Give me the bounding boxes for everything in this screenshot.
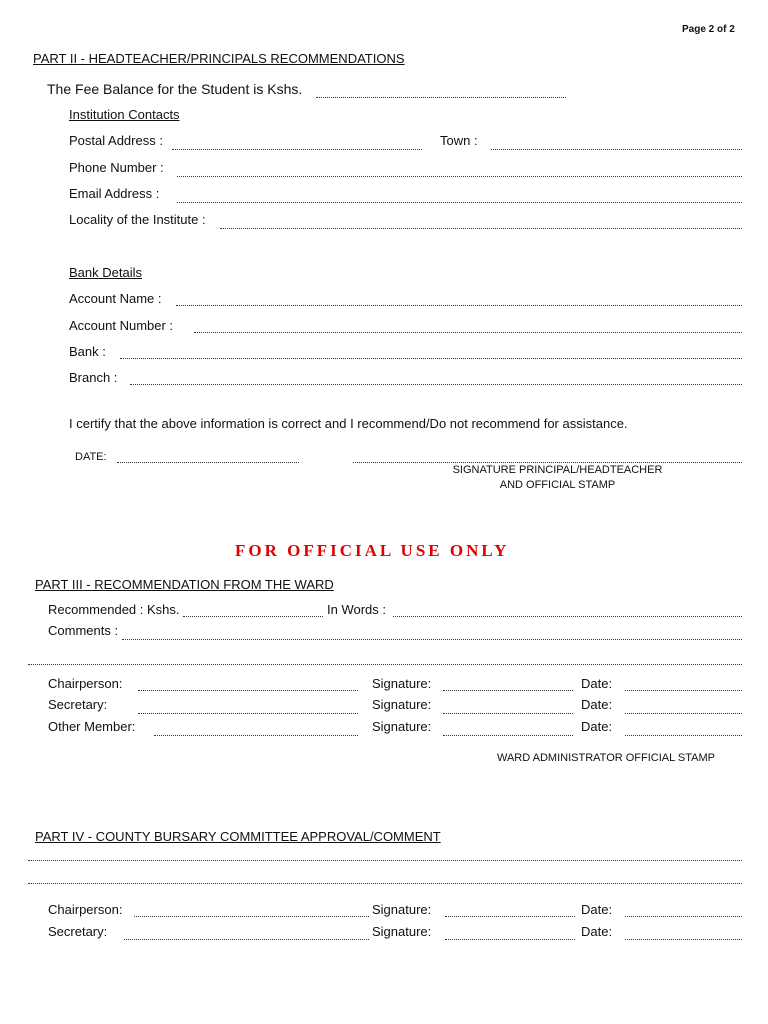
signature-caption-line2: AND OFFICIAL STAMP	[499, 479, 616, 491]
account-number-field[interactable]	[194, 332, 742, 333]
ward-other-member-field[interactable]	[154, 735, 358, 736]
county-chairperson-date-label: Date:	[581, 902, 613, 917]
part3-title: PART III - RECOMMENDATION FROM THE WARD	[35, 577, 334, 592]
county-secretary-signature-label: Signature:	[372, 924, 432, 939]
postal-address-field[interactable]	[172, 149, 422, 150]
phone-field[interactable]	[177, 176, 742, 177]
county-secretary-date-label: Date:	[581, 924, 613, 939]
ward-secretary-label: Secretary:	[48, 697, 108, 712]
part2-date-label: DATE:	[75, 451, 107, 463]
locality-field[interactable]	[220, 228, 742, 229]
ward-other-member-date-field[interactable]	[625, 735, 742, 736]
ward-secretary-signature-field[interactable]	[443, 713, 573, 714]
town-label: Town :	[440, 133, 478, 148]
ward-other-member-label: Other Member:	[48, 719, 136, 734]
phone-label: Phone Number :	[69, 160, 164, 175]
county-comment-line2[interactable]	[28, 883, 742, 884]
ward-stamp-label: WARD ADMINISTRATOR OFFICIAL STAMP	[497, 752, 715, 764]
county-secretary-field[interactable]	[124, 939, 369, 940]
ward-secretary-date-label: Date:	[581, 697, 613, 712]
county-chairperson-signature-field[interactable]	[445, 916, 575, 917]
ward-chairperson-date-label: Date:	[581, 676, 613, 691]
ward-chairperson-date-field[interactable]	[625, 690, 742, 691]
account-name-label: Account Name :	[69, 291, 162, 306]
county-secretary-label: Secretary:	[48, 924, 108, 939]
county-secretary-date-field[interactable]	[625, 939, 742, 940]
fee-balance-field[interactable]	[316, 97, 566, 98]
account-number-label: Account Number :	[69, 318, 174, 333]
branch-label: Branch :	[69, 370, 118, 385]
ward-secretary-signature-label: Signature:	[372, 697, 432, 712]
fee-balance-label: The Fee Balance for the Student is Kshs.	[47, 81, 303, 97]
county-comment-line1[interactable]	[28, 860, 742, 861]
ward-secretary-date-field[interactable]	[625, 713, 742, 714]
branch-field[interactable]	[130, 384, 742, 385]
part2-date-field[interactable]	[117, 462, 299, 463]
comments-label: Comments :	[48, 623, 119, 638]
certification-text: I certify that the above information is correct and I recommend/Do not recommend for assistance.	[69, 416, 628, 431]
bank-label: Bank :	[69, 344, 106, 359]
email-field[interactable]	[177, 202, 742, 203]
part2-title: PART II - HEADTEACHER/PRINCIPALS RECOMMENDATIONS	[33, 51, 405, 66]
email-label: Email Address :	[69, 186, 160, 201]
county-secretary-signature-field[interactable]	[445, 939, 575, 940]
institution-contacts-heading: Institution Contacts	[69, 107, 180, 122]
signature-caption-line1: SIGNATURE PRINCIPAL/HEADTEACHER	[452, 464, 663, 476]
in-words-field[interactable]	[393, 616, 742, 617]
county-chairperson-date-field[interactable]	[625, 916, 742, 917]
locality-label: Locality of the Institute :	[69, 212, 206, 227]
county-chairperson-signature-label: Signature:	[372, 902, 432, 917]
county-chairperson-field[interactable]	[134, 916, 369, 917]
part4-title: PART IV - COUNTY BURSARY COMMITTEE APPROVAL/COMMENT	[35, 829, 441, 844]
recommended-amount-field[interactable]	[183, 616, 323, 617]
comments-field[interactable]	[122, 639, 742, 640]
recommended-label: Recommended : Kshs.	[48, 602, 180, 617]
postal-address-label: Postal Address :	[69, 133, 163, 148]
ward-chairperson-field[interactable]	[138, 690, 358, 691]
ward-secretary-field[interactable]	[138, 713, 358, 714]
comments-field-line2[interactable]	[28, 664, 742, 665]
in-words-label: In Words :	[327, 602, 387, 617]
ward-other-member-signature-field[interactable]	[443, 735, 573, 736]
ward-chairperson-signature-label: Signature:	[372, 676, 432, 691]
page-number: Page 2 of 2	[682, 24, 735, 35]
ward-other-member-signature-label: Signature:	[372, 719, 432, 734]
ward-chairperson-signature-field[interactable]	[443, 690, 573, 691]
principal-signature-field[interactable]	[353, 462, 742, 463]
ward-chairperson-label: Chairperson:	[48, 676, 123, 691]
official-use-banner: FOR OFFICIAL USE ONLY	[235, 541, 510, 560]
bank-field[interactable]	[120, 358, 742, 359]
ward-other-member-date-label: Date:	[581, 719, 613, 734]
bank-details-heading: Bank Details	[69, 265, 142, 280]
town-field[interactable]	[491, 149, 742, 150]
account-name-field[interactable]	[176, 305, 742, 306]
county-chairperson-label: Chairperson:	[48, 902, 123, 917]
